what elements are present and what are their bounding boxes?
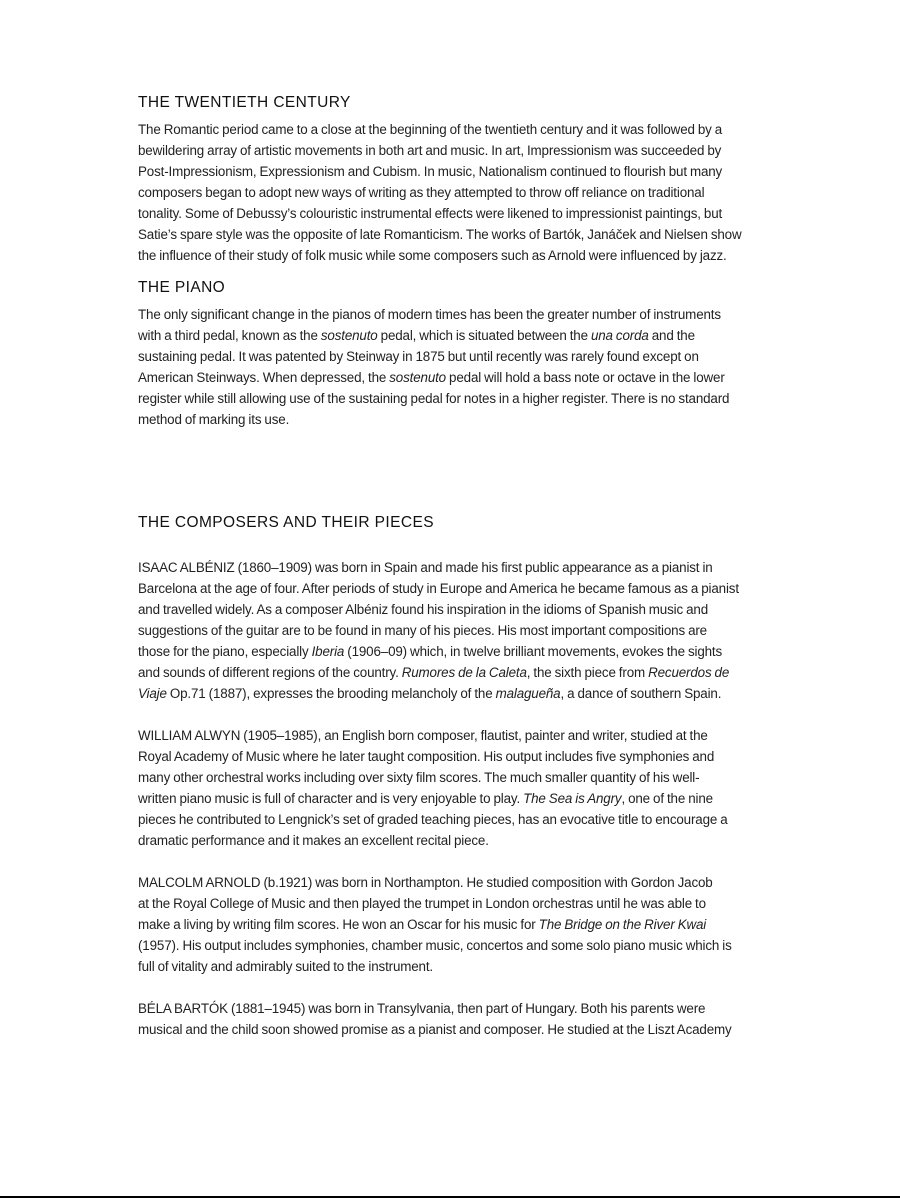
text-line: musical and the child soon showed promise as a pianist and composer. He studied at the Liszt Academy [138, 1022, 732, 1037]
text-line: WILLIAM ALWYN (1905–1985), an English born composer, flautist, painter and writer, studied at the [138, 728, 708, 743]
paragraph-piano [138, 304, 763, 430]
text-line: with a third pedal, known as the sostenuto pedal, which is situated between the una corda and the [138, 328, 695, 343]
italic-title: malagueña [495, 686, 561, 701]
italic-title: Recuerdos de [648, 665, 730, 680]
text-line: bewildering array of artistic movements in both art and music. In art, Impressionism was succeeded by [138, 143, 722, 158]
text-line: The only significant change in the pianos of modern times has been the greater number of instruments [138, 307, 721, 322]
paragraph-arnold [138, 872, 763, 977]
text-line: Post-Impressionism, Expressionism and Cubism. In music, Nationalism continued to flourish but many [138, 164, 723, 179]
italic-title: Rumores de la Caleta [401, 665, 527, 680]
section-heading-composers: THE COMPOSERS AND THEIR PIECES [138, 514, 434, 531]
italic-title: una corda [590, 328, 649, 343]
text-line: Royal Academy of Music where he later taught composition. His output includes five symphonies and [138, 749, 715, 764]
text-line: full of vitality and admirably suited to the instrument. [138, 959, 433, 974]
italic-title: Viaje [138, 686, 167, 701]
section-heading-twentieth-century: THE TWENTIETH CENTURY [138, 94, 351, 111]
text-line: ISAAC ALBÉNIZ (1860–1909) was born in Spain and made his first public appearance as a pianist in [138, 560, 713, 575]
text-line: pieces he contributed to Lengnick’s set of graded teaching pieces, has an evocative title to encourage a [138, 812, 728, 827]
paragraph-alwyn [138, 725, 763, 851]
text-line: and travelled widely. As a composer Albéniz found his inspiration in the idioms of Spanish music and [138, 602, 708, 617]
text-line: The Romantic period came to a close at the beginning of the twentieth century and it was followed by a [138, 122, 723, 137]
text-line: American Steinways. When depressed, the sostenuto pedal will hold a bass note or octave in the lower [138, 370, 725, 385]
text-line: those for the piano, especially Iberia (1906–09) which, in twelve brilliant movements, evokes the sights [138, 644, 723, 659]
text-line: Satie’s spare style was the opposite of late Romanticism. The works of Bartók, Janáček and Nielsen show [138, 227, 742, 242]
text-line: tonality. Some of Debussy’s colouristic instrumental effects were likened to impressionist paintings, but [138, 206, 723, 221]
italic-title: The Bridge on the River Kwai [538, 917, 707, 932]
italic-title: Iberia [311, 644, 345, 659]
text-line: MALCOLM ARNOLD (b.1921) was born in Northampton. He studied composition with Gordon Jacob [138, 875, 713, 890]
text-line: Barcelona at the age of four. After periods of study in Europe and America he became famous as a pianist [138, 581, 739, 596]
italic-title: sostenuto [389, 370, 446, 385]
text-line: sustaining pedal. It was patented by Steinway in 1875 but until recently was rarely found except on [138, 349, 699, 364]
text-line: the influence of their study of folk music while some composers such as Arnold were influenced by jazz. [138, 248, 727, 263]
text-line: Viaje Op.71 (1887), expresses the brooding melancholy of the malagueña, a dance of southern Spain. [138, 686, 722, 701]
text-line: dramatic performance and it makes an excellent recital piece. [138, 833, 489, 848]
text-line: (1957). His output includes symphonies, chamber music, concertos and some solo piano music which is [138, 938, 732, 953]
text-line: and sounds of different regions of the country. Rumores de la Caleta, the sixth piece from Recuerdos de [138, 665, 730, 680]
text-line: many other orchestral works including over sixty film scores. The much smaller quantity of his well- [138, 770, 700, 785]
text-line: register while still allowing use of the sustaining pedal for notes in a higher register. There is no standard [138, 391, 730, 406]
page-content [138, 93, 763, 1040]
italic-title: The Sea is Angry [523, 791, 622, 806]
paragraph-bartok [138, 998, 763, 1040]
text-line: written piano music is full of character and is very enjoyable to play. The Sea is Angry, one of the nine [138, 791, 713, 806]
text-line: suggestions of the guitar are to be found in many of his pieces. His most important compositions are [138, 623, 707, 638]
text-line: method of marking its use. [138, 412, 290, 427]
text-line: composers began to adopt new ways of writing as they attempted to throw off reliance on traditional [138, 185, 705, 200]
text-line: at the Royal College of Music and then played the trumpet in London orchestras until he was able to [138, 896, 706, 911]
text-line: BÉLA BARTÓK (1881–1945) was born in Transylvania, then part of Hungary. Both his parents were [138, 1001, 706, 1016]
italic-title: sostenuto [320, 328, 378, 343]
section-heading-piano: THE PIANO [138, 279, 226, 296]
text-line: make a living by writing film scores. He won an Oscar for his music for The Bridge on the River Kwai [138, 917, 707, 932]
paragraph-albeniz [138, 557, 763, 704]
paragraph-twentieth-century [138, 119, 763, 266]
